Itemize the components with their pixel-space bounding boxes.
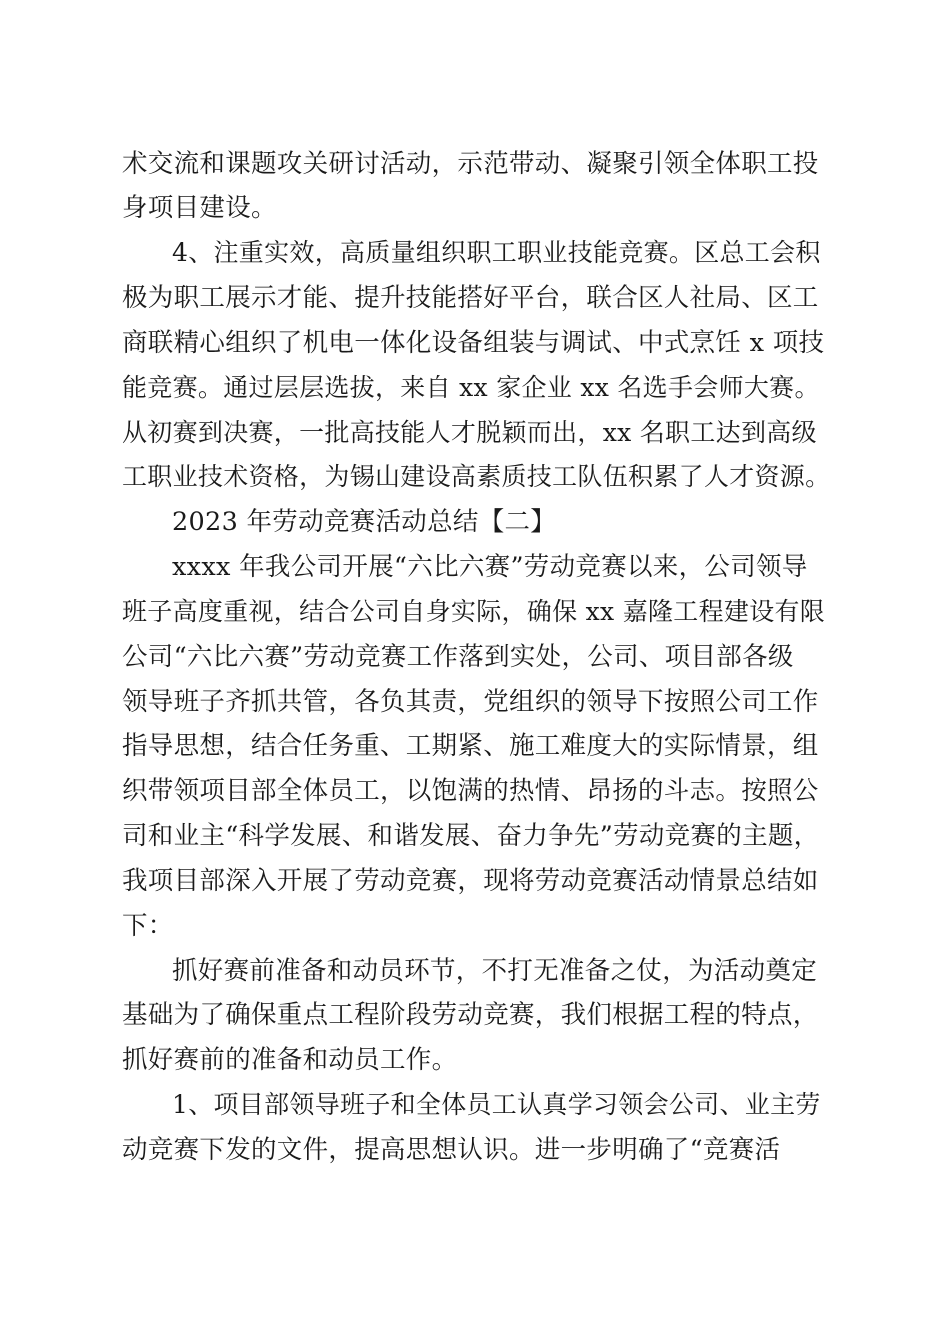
paragraph-start-line: xxxx 年我公司开展“六比六赛”劳动竞赛以来，公司领导 bbox=[172, 552, 808, 582]
text-line: 基础为了确保重点工程阶段劳动竞赛，我们根据工程的特点， bbox=[122, 1000, 819, 1030]
text-line: 班子高度重视，结合公司自身实际，确保 xx 嘉隆工程建设有限 bbox=[122, 597, 826, 626]
section-heading: 2023 年劳动竞赛活动总结【二】 bbox=[172, 507, 557, 537]
paragraph-start-line: 抓好赛前准备和动员环节，不打无准备之仗，为活动奠定 bbox=[172, 956, 818, 986]
text-line: 极为职工展示才能、提升技能搭好平台，联合区人社局、区工 bbox=[122, 283, 819, 313]
text-line: 织带领项目部全体员工，以饱满的热情、昂扬的斗志。按照公 bbox=[122, 776, 819, 806]
text-line: 从初赛到决赛，一批高技能人才脱颖而出，xx 名职工达到高级 bbox=[122, 418, 817, 447]
text-line: 领导班子齐抓共管，各负其责，党组织的领导下按照公司工作 bbox=[122, 687, 819, 717]
text-line: 术交流和课题攻关研讨活动，示范带动、凝聚引领全体职工投 bbox=[122, 149, 819, 179]
text-line: 能竞赛。通过层层选拔，来自 xx 家企业 xx 名选手会师大赛。 bbox=[122, 373, 820, 402]
text-line: 商联精心组织了机电一体化设备组装与调试、中式烹饪 x 项技 bbox=[122, 328, 825, 358]
text-line: 我项目部深入开展了劳动竞赛，现将劳动竞赛活动情景总结如 bbox=[122, 866, 819, 896]
text-line: 身项目建设。 bbox=[122, 193, 277, 223]
text-line: 司和业主“科学发展、和谐发展、奋力争先”劳动竞赛的主题， bbox=[122, 821, 820, 851]
text-line: 公司“六比六赛”劳动竞赛工作落到实处，公司、项目部各级 bbox=[122, 642, 794, 672]
text-line: 抓好赛前的准备和动员工作。 bbox=[122, 1045, 458, 1075]
paragraph-start-line: 1、项目部领导班子和全体员工认真学习领会公司、业主劳 bbox=[172, 1090, 821, 1119]
text-line: 动竞赛下发的文件，提高思想认识。进一步明确了“竞赛活 bbox=[122, 1135, 781, 1165]
text-line: 工职业技术资格，为锡山建设高素质技工队伍积累了人才资源。 bbox=[122, 462, 831, 491]
text-line: 指导思想，结合任务重、工期紧、施工难度大的实际情景，组 bbox=[122, 731, 819, 761]
text-line: 下： bbox=[122, 911, 174, 941]
paragraph-start-line: 4、注重实效，高质量组织职工职业技能竞赛。区总工会积 bbox=[172, 238, 821, 267]
